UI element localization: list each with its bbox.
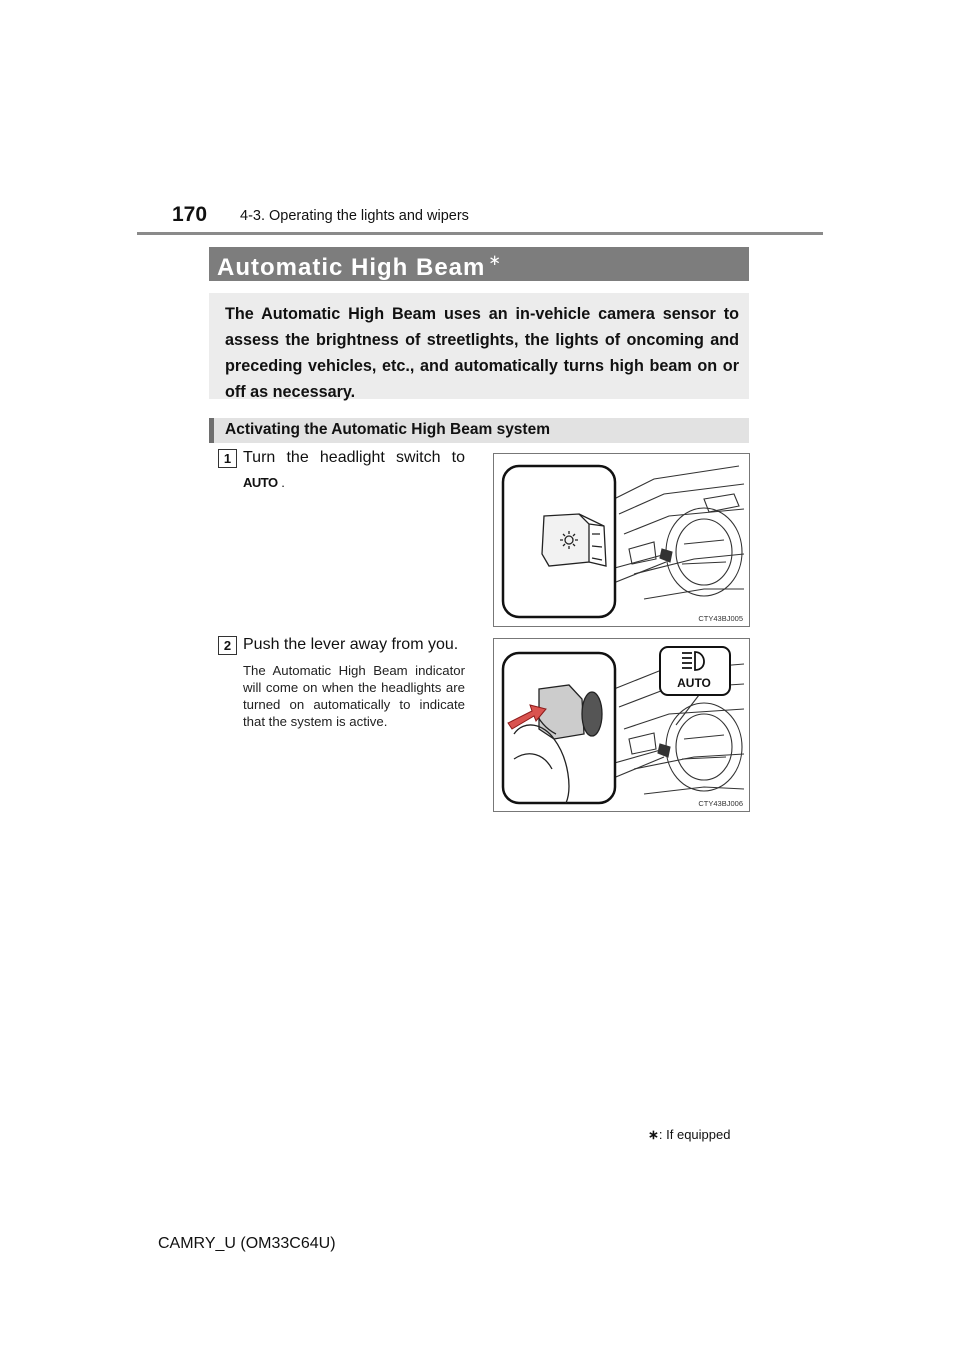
subheading-bar [209,418,749,443]
footnote [648,1127,730,1143]
if-equipped-marker: ∗ [488,252,502,269]
footnote-text: : If equipped [658,1127,731,1142]
indicator-auto-label: AUTO [677,676,711,690]
auto-symbol: AUTO [243,475,278,490]
page-title-text: Automatic High Beam [217,254,486,281]
footnote-marker: ∗ [648,1127,659,1142]
title-bar [209,247,749,281]
step-2-description: The Automatic High Beam indicator will come on when the headlights are turned on automatically to indicate that the system is active. [243,663,465,729]
intro-box [209,293,749,399]
push-lever-illustration [494,639,750,812]
figure-push-lever [493,638,750,812]
section-path: 4-3. Operating the lights and wipers [240,208,469,224]
page-number: 170 [172,203,208,226]
header-divider [137,232,823,235]
page-title [217,251,502,282]
subheading: Activating the Automatic High Beam system [225,421,550,438]
step-2-text: Push the lever away from you. [243,636,459,653]
step-number-2: 2 [218,636,237,655]
step-1-text: Turn the headlight switch to [243,449,465,466]
step-1-end: . [281,475,285,490]
step-1-continuation [243,475,285,490]
figure-code: CTY43BJ006 [698,799,743,808]
footer-model: CAMRY_U (OM33C64U) [158,1235,336,1252]
headlight-switch-illustration [494,454,750,627]
step-number-1: 1 [218,449,237,468]
figure-headlight-switch [493,453,750,627]
figure-code: CTY43BJ005 [698,614,743,623]
intro-text: The Automatic High Beam uses an in-vehicle camera sensor to assess the brightness of streetlights, the lights of oncoming and preceding vehicles, etc., and automatically turns high beam on or off as necessary. [225,305,739,401]
